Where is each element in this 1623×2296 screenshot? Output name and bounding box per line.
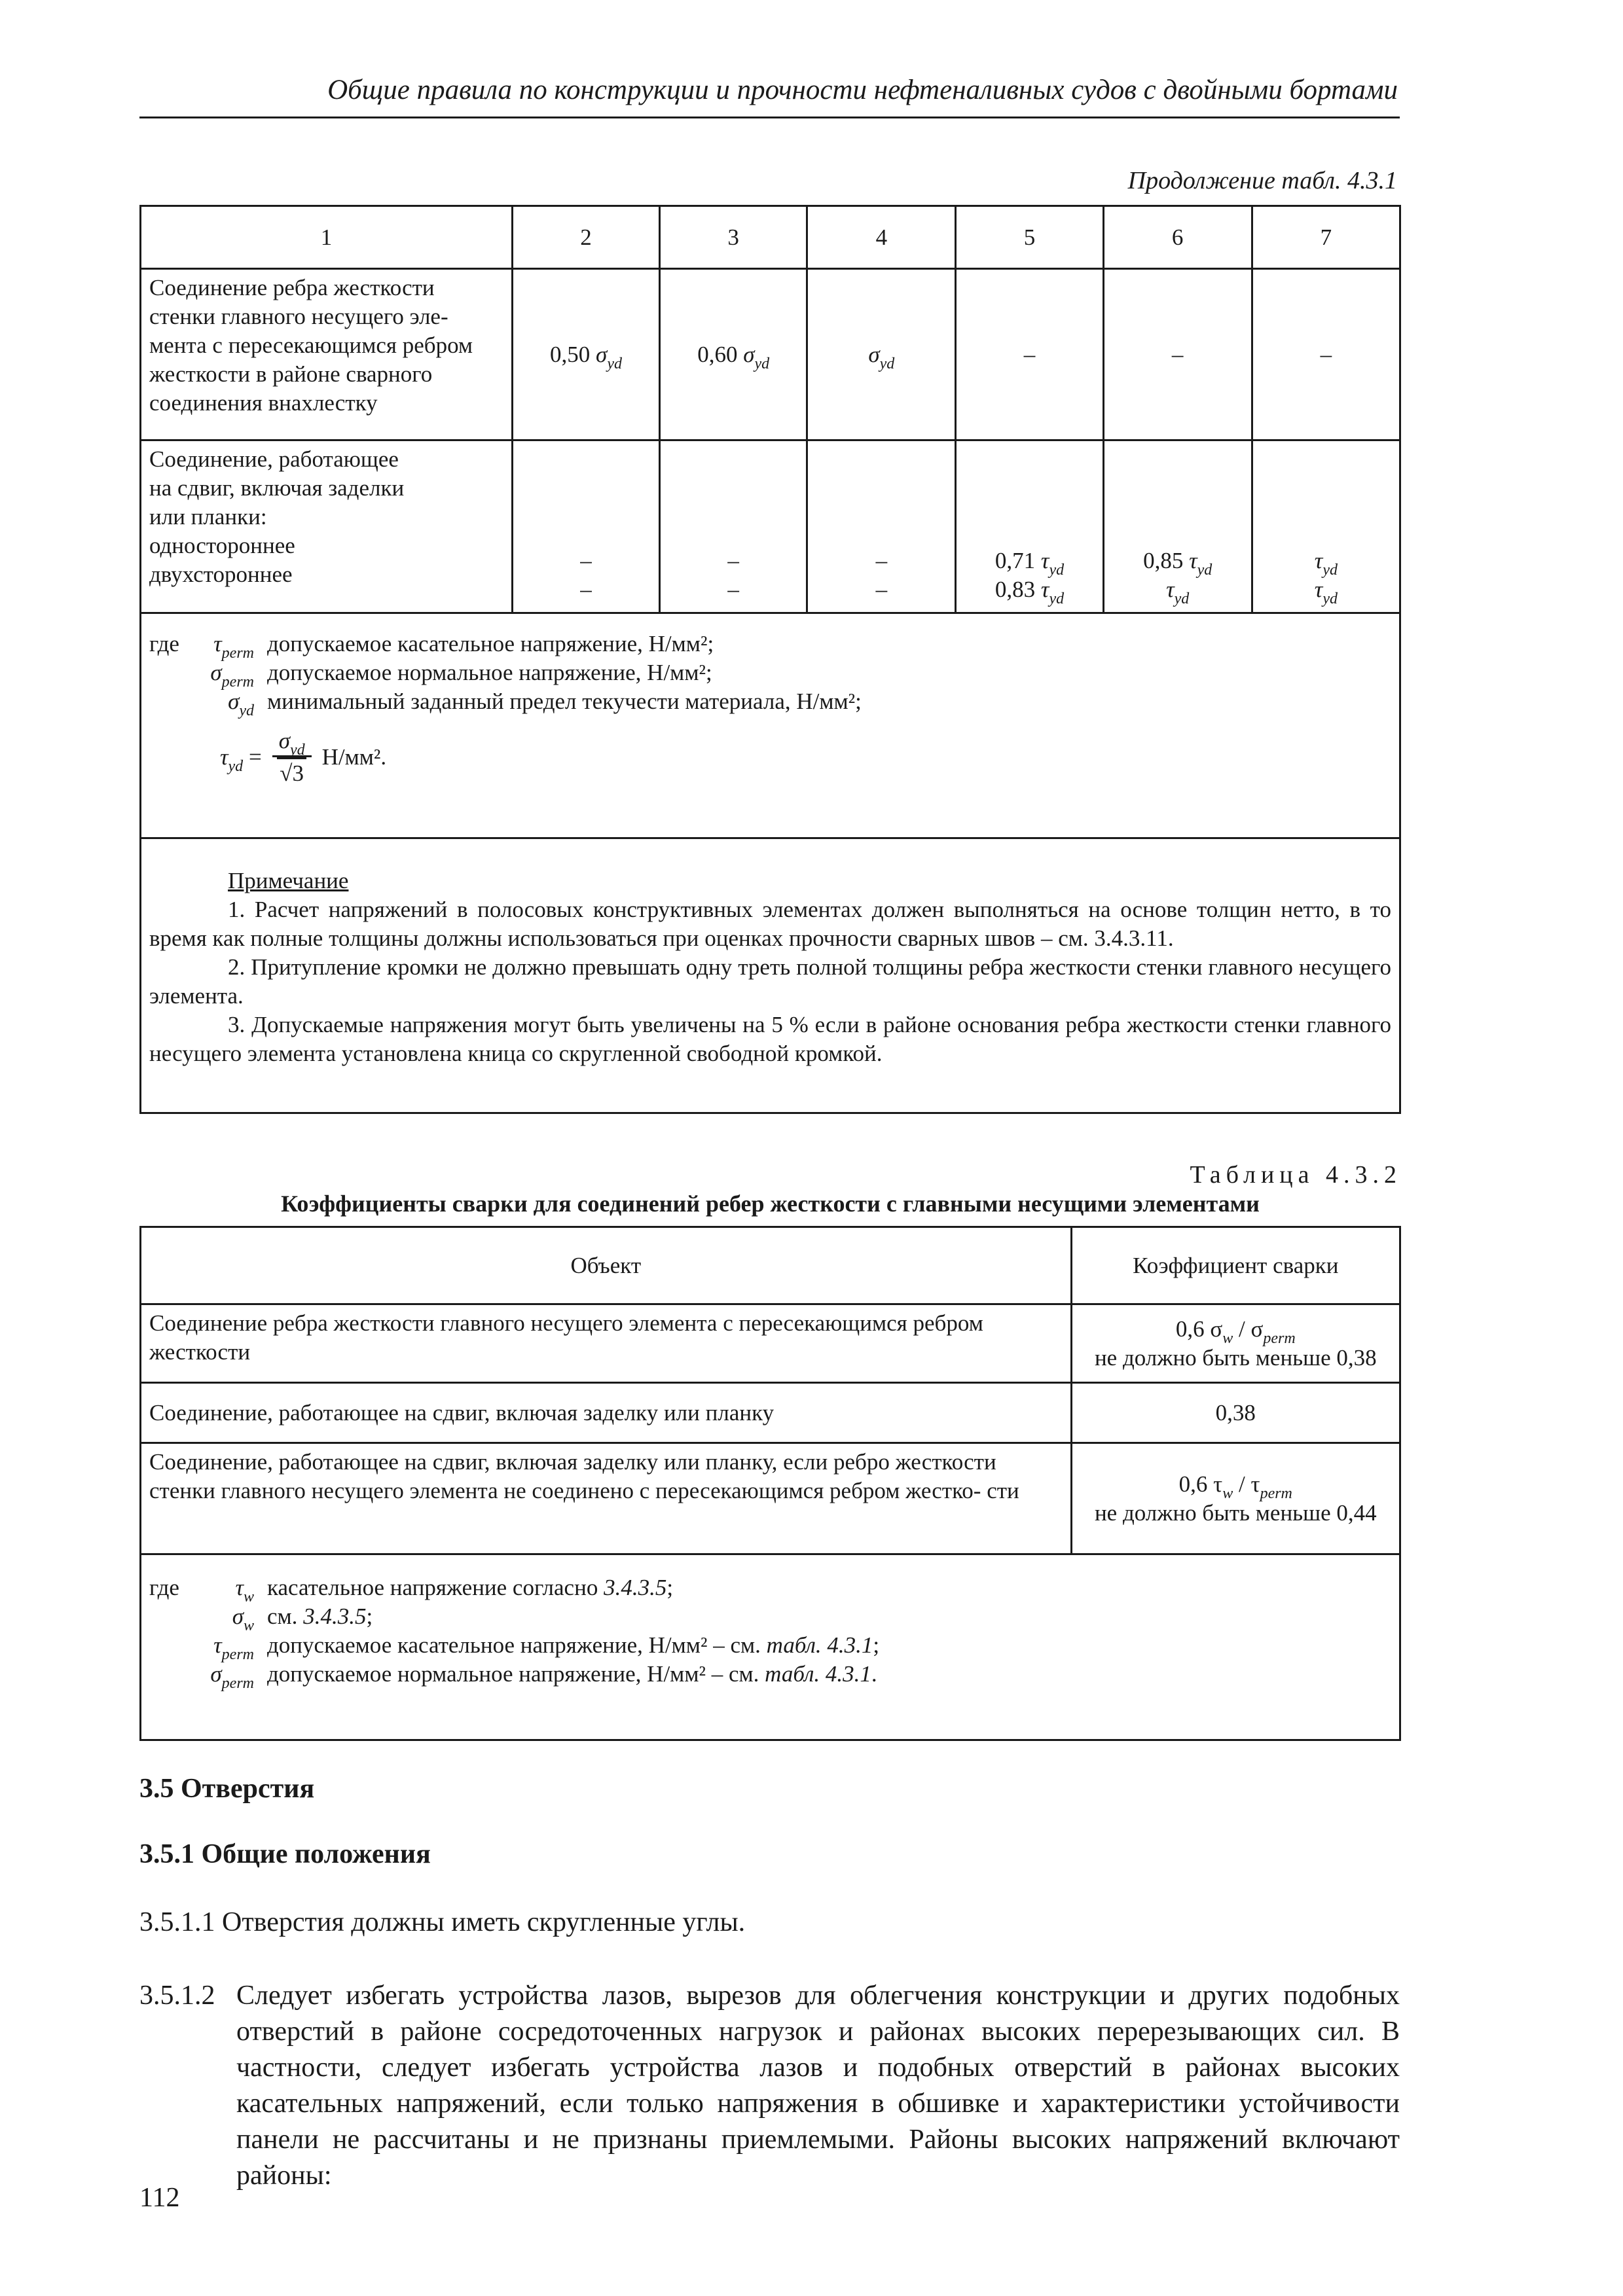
paragraph-3-5-1-1: 3.5.1.1 Отверстия должны иметь скругленные углы. [139, 1907, 746, 1937]
cell-value: 0,85 $\tau_{yd}$ $\tau_{yd}$ [1103, 440, 1252, 613]
legend-item: $\sigma_{yd}$ минимальный заданный предел текучести материала, Н/мм²; [228, 689, 862, 719]
legend-item: $\sigma_{perm}$ допускаемое нормальное напряжение, Н/мм² – см. табл. 4.3.1. [210, 1661, 877, 1692]
cell-value: – [956, 269, 1103, 440]
table-4-3-1-continued [139, 205, 1401, 1114]
note-title: Примечание [228, 868, 349, 893]
cell-value: $\tau_{yd}$ $\tau_{yd}$ [1252, 440, 1400, 613]
row-description: Соединение, работающее на сдвиг, включая заделки или планки: одностороннее двухстороннее [141, 440, 513, 613]
legend-item: где $\tau_w$ касательное напряжение согласно 3.4.3.5; [149, 1575, 674, 1605]
table-row [141, 1304, 1400, 1383]
table-row [141, 1383, 1400, 1443]
col-header-7: 7 [1252, 206, 1400, 269]
col-header-4: 4 [807, 206, 956, 269]
section-heading-3-5: 3.5 Отверстия [139, 1774, 315, 1804]
row-coefficient: 0,38 [1071, 1383, 1400, 1443]
running-header: Общие правила по конструкции и прочности нефтеналивных судов с двойными бортами [327, 75, 1398, 105]
legend-item: $\tau_{perm}$ допускаемое касательное напряжение, Н/мм² – см. табл. 4.3.1; [213, 1632, 880, 1663]
row-coefficient: 0,6 $\sigma_w / \sigma_{perm}$ не должно быть меньше 0,38 [1071, 1304, 1400, 1383]
table-title: Коэффициенты сварки для соединений ребер жесткости с главными несущими элементами [281, 1191, 1260, 1217]
table-row [141, 440, 1400, 613]
table-row [141, 269, 1400, 440]
cell-value: 0,60 $\sigma_{yd}$ [660, 269, 807, 440]
row-coefficient: 0,6 $\tau_w / \tau_{perm}$ не должно быть меньше 0,44 [1071, 1443, 1400, 1554]
section-heading-3-5-1: 3.5.1 Общие положения [139, 1839, 431, 1869]
cell-value: 0,50 $\sigma_{yd}$ [512, 269, 659, 440]
page-number: 112 [139, 2183, 180, 2213]
table-4-3-2 [139, 1226, 1401, 1741]
row-description: Соединение ребра жесткости стенки главного несущего эле- мента с пересекающимся ребром жесткости в районе сварного соединения внахлестку [141, 269, 513, 440]
note-item: 2. Притупление кромки не должно превышать одну треть полной толщины ребра жесткости стенки главного несущего элемента. [149, 954, 1391, 1009]
header-rule [139, 117, 1400, 118]
legend-item: где $\tau_{perm}$ допускаемое касательное напряжение, Н/мм²; [149, 631, 714, 662]
col-header-6: 6 [1103, 206, 1252, 269]
legend-item: $\sigma_w$ см. 3.4.3.5; [232, 1604, 373, 1634]
cell-value: – [1252, 269, 1400, 440]
note-item: 1. Расчет напряжений в полосовых конструктивных элементах должен выполняться на основе толщин нетто, в то время как полные толщины должны использоваться при оценках прочности сварных швов – см. 3.4.3.11. [149, 897, 1391, 951]
table-legend [141, 613, 1400, 838]
cell-value: – – [512, 440, 659, 613]
row-object: Соединение, работающее на сдвиг, включая заделку или планку [141, 1383, 1072, 1443]
legend-item: $\sigma_{perm}$ допускаемое нормальное напряжение, Н/мм²; [210, 660, 712, 691]
cell-value: $\sigma_{yd}$ [807, 269, 956, 440]
col-header-5: 5 [956, 206, 1103, 269]
table-row [141, 1443, 1400, 1554]
table-continuation-label: Продолжение табл. 4.3.1 [1127, 167, 1397, 194]
paragraph-3-5-1-2: 3.5.1.2 Следует избегать устройства лазов, вырезов для облегчения конструкции и других подобных отверстий в районе сосредоточенных нагрузок и районах высоких перерезывающих сил. В частности, следует избегать устройства лазов и подобных отверстий в районах высоких касательных напряжений, если только напряжения в обшивке и характеристики устойчивости панели не рассчитаны и не признаны приемлемыми. Районы высоких напряжений включают районы: [139, 1981, 1400, 2191]
row-object: Соединение ребра жесткости главного несущего элемента с пересекающимся ребром жесткости [141, 1304, 1072, 1383]
col-header-object: Объект [141, 1227, 1072, 1304]
formula-tau-yd: $\tau_{yd}$ = $\frac{\sigma_{yd}}{√3}$ Н/мм². [220, 726, 1391, 788]
cell-value: – [1103, 269, 1252, 440]
note-item: 3. Допускаемые напряжения могут быть увеличены на 5 % если в районе основания ребра жесткости стенки главного несущего элемента установлена кница со скругленной свободной кромкой. [149, 1012, 1391, 1066]
col-header-coefficient: Коэффициент сварки [1071, 1227, 1400, 1304]
cell-value: – – [660, 440, 807, 613]
table-legend [141, 1554, 1400, 1740]
cell-value: – – [807, 440, 956, 613]
table-label: Таблица 4.3.2 [1190, 1161, 1402, 1189]
col-header-3: 3 [660, 206, 807, 269]
col-header-2: 2 [512, 206, 659, 269]
col-header-1: 1 [141, 206, 513, 269]
row-object: Соединение, работающее на сдвиг, включая заделку или планку, если ребро жесткости стенки главного несущего элемента не соединено с пересекающимся ребром жестко- сти [141, 1443, 1072, 1554]
cell-value: 0,71 $\tau_{yd}$ 0,83 $\tau_{yd}$ [956, 440, 1103, 613]
table-note [141, 838, 1400, 1113]
